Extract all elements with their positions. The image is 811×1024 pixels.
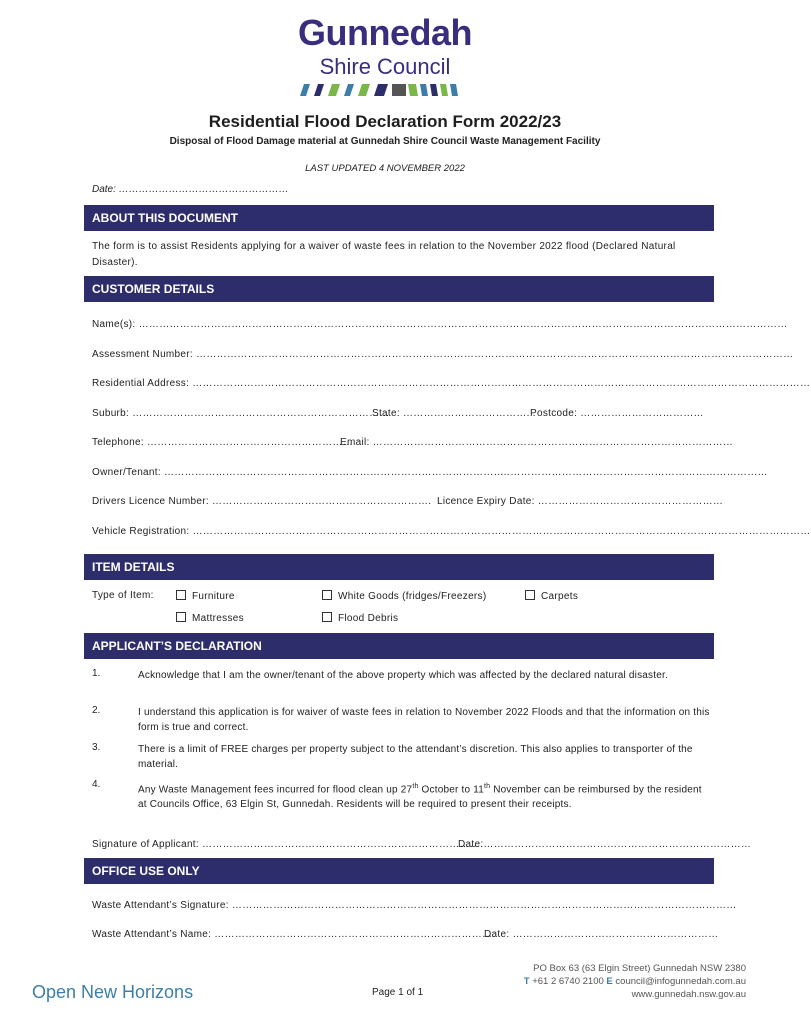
phone-key: T: [523, 976, 530, 987]
item-details-heading: ITEM DETAILS: [84, 554, 714, 580]
date-field[interactable]: Date: ……………………………………………: [92, 184, 289, 195]
page-number: Page 1 of 1: [372, 987, 424, 998]
declaration-point-2: I understand this application is for waiver of waste fees in relation to November 2022 Floods and that the information on this form is true and correct.: [138, 707, 710, 733]
checkbox-icon: [322, 590, 332, 600]
council-logo-subtitle: Shire Council: [319, 54, 451, 79]
postcode-field[interactable]: Postcode: ………………………………: [530, 408, 704, 419]
email[interactable]: council@infogunnedah.com.au: [615, 976, 746, 987]
owner-tenant-field[interactable]: Owner/Tenant: ………………………………………………………………………………………: [92, 467, 504, 478]
assessment-number-field[interactable]: Assessment Number: …………………………………………………………………………………………………………………………………………………………: [92, 349, 794, 360]
point-4-text-c: November can be reimbursed by the resident at Councils Office, 63 Elgin St, Gunnedah. Residents will be required to present their receipts.: [138, 784, 702, 811]
drivers-licence-field[interactable]: Drivers Licence Number: ……………………………………………………….: [92, 496, 432, 507]
declaration-heading: APPLICANT’S DECLARATION: [84, 633, 714, 659]
checkbox-furniture[interactable]: [176, 590, 235, 602]
last-updated: LAST UPDATED 4 NOVEMBER 2022: [305, 163, 465, 174]
checkbox-label: Mattresses: [192, 613, 244, 624]
contact-line: [524, 975, 746, 988]
residential-address-field[interactable]: Residential Address: ………………………………………………………………………………………………………………………………………………………………: [92, 378, 811, 389]
form-title: Residential Flood Declaration Form 2022/23: [208, 112, 562, 131]
email-field[interactable]: Email: ……………………………………………………………………………………………: [340, 437, 734, 448]
point-4-text-b: October to 11: [418, 784, 484, 796]
logo-stripes-icon: [298, 84, 470, 96]
website[interactable]: www.gunnedah.nsw.gov.au: [631, 989, 746, 1000]
about-heading: ABOUT THIS DOCUMENT: [84, 205, 714, 231]
phone: +61 2 6740 2100: [532, 976, 604, 987]
checkbox-carpets[interactable]: [525, 590, 578, 602]
declaration-point-4: [138, 779, 710, 812]
point-number: 4.: [92, 779, 101, 790]
checkbox-flood-debris[interactable]: [322, 612, 398, 624]
checkbox-label: Carpets: [541, 591, 579, 602]
checkbox-mattresses[interactable]: [176, 612, 244, 624]
office-use-heading: OFFICE USE ONLY: [84, 858, 714, 884]
names-field[interactable]: Name(s): ………………………………………………………………………………………………………………………………………………………………………: [92, 319, 788, 330]
declaration-point-1: Acknowledge that I am the owner/tenant of the above property which was affected by the declared natural disaster.: [138, 670, 668, 681]
suburb-field[interactable]: Suburb: …………………………………………………………………: [92, 408, 390, 419]
contact-block: [524, 962, 746, 1001]
vehicle-registration-field[interactable]: Vehicle Registration: ………………………………………………………………………………………………………………………………………………………………: [92, 526, 811, 537]
licence-expiry-field[interactable]: Licence Expiry Date: ………………………………………………: [437, 496, 724, 507]
council-logo-name: Gunnedah: [298, 12, 472, 53]
checkbox-icon: [525, 590, 535, 600]
form-subtitle: Disposal of Flood Damage material at Gunnedah Shire Council Waste Management Facility: [169, 136, 601, 147]
applicant-signature-field[interactable]: Signature of Applicant: ……………………………………………………………………….: [92, 839, 484, 850]
checkbox-label: Furniture: [192, 591, 235, 602]
checkbox-white-goods[interactable]: [322, 590, 487, 602]
checkbox-label: White Goods (fridges/Freezers): [338, 591, 487, 602]
point-4-sup-a: th: [412, 783, 419, 790]
email-key: E: [606, 976, 613, 987]
checkbox-icon: [176, 612, 186, 622]
customer-heading: CUSTOMER DETAILS: [84, 276, 714, 302]
owner-tenant-field-2[interactable]: ……………………………………………………………………: [500, 467, 768, 478]
point-4-sup-b: th: [484, 783, 491, 790]
checkbox-label: Flood Debris: [338, 613, 399, 624]
attendant-signature-field[interactable]: Waste Attendant’s Signature: …………………………………………………………………………………………………………………………………: [92, 900, 737, 911]
attendant-name-field[interactable]: Waste Attendant’s Name: ……………………………………………………………………….: [92, 929, 496, 940]
point-4-text-a: Any Waste Management fees incurred for flood clean up 27: [138, 784, 413, 796]
state-field[interactable]: State: ………………………………. .: [372, 408, 536, 419]
tagline: Open New Horizons: [32, 982, 194, 1002]
applicant-date-field[interactable]: Date:……………………………………………………………………: [458, 839, 752, 850]
office-date-field[interactable]: Date: ……………………………………………………: [484, 929, 719, 940]
checkbox-icon: [176, 590, 186, 600]
type-of-item-label: Type of Item:: [92, 590, 154, 601]
telephone-field[interactable]: Telephone: ……………………………………………………: [92, 437, 354, 448]
point-number: 2.: [92, 705, 101, 716]
about-text: The form is to assist Residents applying for a waiver of waste fees in relation to the November 2022 flood (Declared Natural Disaster).: [92, 241, 676, 268]
point-number: 1.: [92, 668, 101, 679]
point-number: 3.: [92, 742, 101, 753]
declaration-point-3: There is a limit of FREE charges per property subject to the attendant’s discretion. This also applies to transporter of the material.: [138, 744, 693, 770]
checkbox-icon: [322, 612, 332, 622]
po-box: PO Box 63 (63 Elgin Street) Gunnedah NSW 2380: [533, 963, 746, 974]
